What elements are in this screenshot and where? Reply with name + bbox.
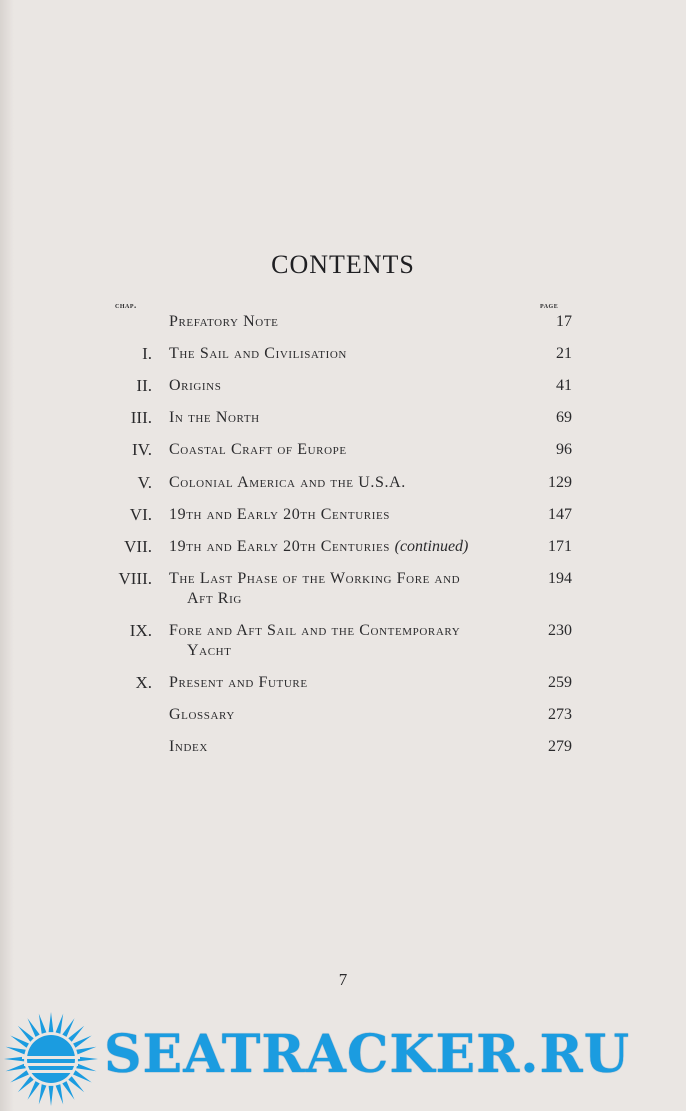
chapter-title-line: Origins [169, 377, 222, 394]
chapter-number: VI. [129, 505, 152, 524]
chapter-number: II. [136, 376, 152, 395]
page-ref: 69 [556, 409, 572, 426]
page-ref: 96 [556, 441, 572, 458]
watermark [0, 1008, 686, 1111]
chapter-title-continuation: Yacht [187, 642, 232, 659]
sun-ray [76, 1047, 96, 1055]
sun-ray [49, 1012, 54, 1032]
chapter-title-line: Prefatory Note [169, 313, 279, 330]
page-ref: 129 [548, 474, 572, 491]
chapter-number: III. [130, 408, 152, 427]
sun-ray [28, 1081, 40, 1100]
sun-ray [10, 1036, 29, 1048]
chapter-title-line: The Sail and Civilisation [169, 345, 347, 362]
sun-ray [6, 1047, 26, 1055]
chapter-column-label: chap. [115, 300, 137, 310]
chapter-title-line: In the North [169, 409, 260, 426]
sun-logo-icon [2, 1010, 100, 1108]
chapter-title [169, 537, 531, 557]
chapter-title [169, 569, 531, 609]
sun-ray [39, 1014, 47, 1034]
chapter-title-line: Fore and Aft Sail and the Contemporary [169, 622, 461, 639]
page-ref: 41 [556, 377, 572, 394]
chapter-title [169, 621, 531, 661]
page-ref: 259 [548, 674, 572, 691]
chapter-number: V. [137, 473, 152, 492]
chapter-title [169, 344, 531, 364]
page-ref: 21 [556, 345, 572, 362]
chapter-title-line: 19th and Early 20th Centuries [169, 506, 391, 523]
watermark-text: SEATRACKER.RU [104, 1024, 631, 1085]
chapter-title-line: Present and Future [169, 674, 308, 691]
sun-ray [62, 1081, 74, 1100]
chapter-title-line: Colonial America and the U.S.A. [169, 474, 406, 491]
page-number: 7 [338, 970, 348, 989]
sun-ray [4, 1057, 24, 1062]
chapter-title [169, 473, 531, 493]
chapter-title-line: 19th and Early 20th Centuries [169, 538, 391, 555]
chapter-number: VIII. [118, 569, 152, 588]
sun-ray [6, 1064, 26, 1072]
chapter-title [169, 737, 531, 757]
page-column-label: page [540, 300, 559, 310]
chapter-title [169, 673, 531, 693]
chapter-title [169, 408, 531, 428]
chapter-title-note: (continued) [394, 538, 469, 555]
sun-ray [39, 1084, 47, 1104]
sun-ray [73, 1036, 92, 1048]
sun-ray [10, 1070, 29, 1082]
sun-ray [78, 1057, 98, 1062]
chapter-title-line: Glossary [169, 706, 235, 723]
sun-ray [76, 1064, 96, 1072]
page-edge-shadow [0, 0, 14, 1111]
chapter-title [169, 376, 531, 396]
sun-ray [68, 1076, 84, 1092]
chapter-number: IX. [129, 621, 152, 640]
sun-ray [62, 1018, 74, 1037]
page-ref: 194 [548, 570, 572, 587]
page-title: CONTENTS [271, 250, 415, 279]
chapter-title [169, 505, 531, 525]
page-ref: 17 [556, 313, 572, 330]
chapter-title-continuation: Aft Rig [187, 590, 242, 607]
sun-ray [28, 1018, 40, 1037]
chapter-number: X. [135, 673, 152, 692]
page-ref: 171 [548, 538, 572, 555]
chapter-number: IV. [132, 440, 152, 459]
page-ref: 147 [548, 506, 572, 523]
sun-ray [18, 1026, 34, 1042]
sun-ray [56, 1014, 64, 1034]
chapter-number: I. [142, 344, 152, 363]
page-ref: 279 [548, 738, 572, 755]
sun-ray [18, 1076, 34, 1092]
chapter-title [169, 705, 531, 725]
page-ref: 273 [548, 706, 572, 723]
sun-ray [68, 1026, 84, 1042]
chapter-title-line: Index [169, 738, 208, 755]
page-ref: 230 [548, 622, 572, 639]
chapter-title [169, 312, 531, 332]
chapter-title [169, 440, 531, 460]
sun-ray [73, 1070, 92, 1082]
sun-ray [56, 1084, 64, 1104]
chapter-title-line: Coastal Craft of Europe [169, 441, 347, 458]
sun-ray [49, 1086, 54, 1106]
chapter-title-line: The Last Phase of the Working Fore and [169, 570, 461, 587]
chapter-number: VII. [124, 537, 152, 556]
